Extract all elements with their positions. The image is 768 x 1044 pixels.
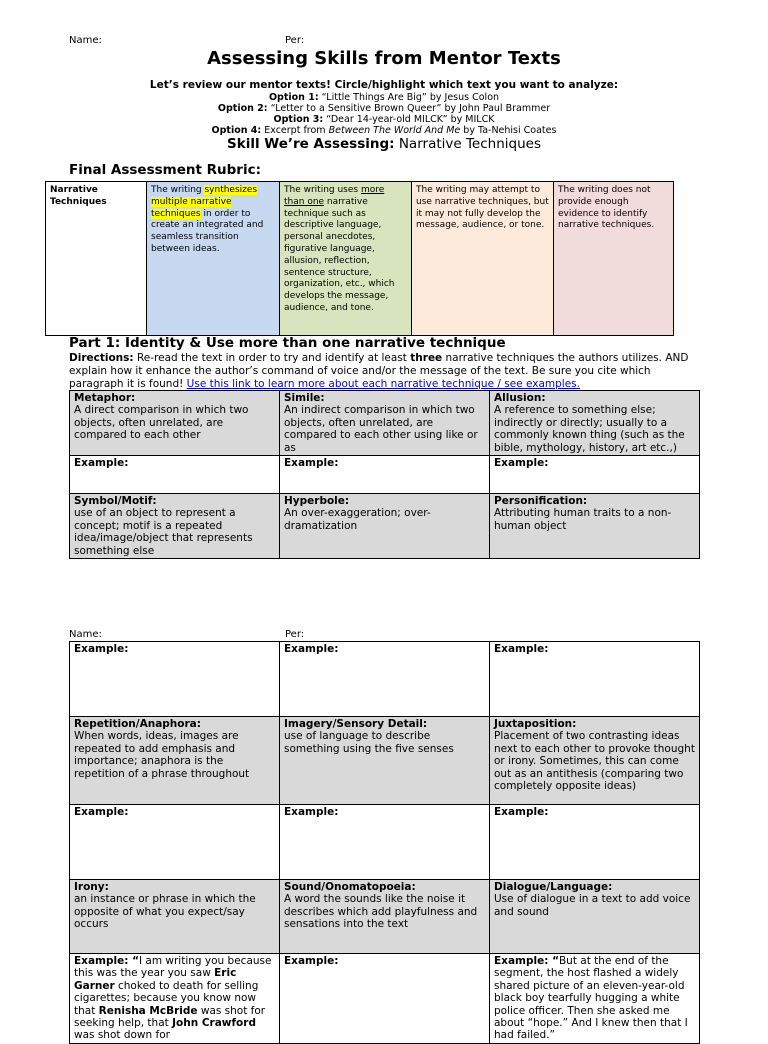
period-label: Per: bbox=[285, 35, 305, 46]
rubric-level-4: The writing synthesizes multiple narrative techniques in order to create an integrated and seamless transition between ideas. bbox=[147, 182, 280, 336]
example-cell[interactable]: Example: bbox=[70, 456, 280, 494]
techniques-table-2 bbox=[69, 641, 700, 1044]
example-cell[interactable]: Example: bbox=[280, 805, 490, 880]
intro-text: Let’s review our mentor texts! Circle/highlight which text you want to analyze: bbox=[149, 79, 619, 91]
example-cell[interactable]: Example: bbox=[490, 642, 700, 717]
rubric-heading: Final Assessment Rubric: bbox=[69, 162, 261, 178]
term-cell-repetition: Repetition/Anaphora: When words, ideas, images are repeated to add emphasis and importance; anaphora is the repetition of a phrase throughout bbox=[70, 717, 280, 805]
techniques-link[interactable]: Use this link to learn more about each narrative technique / see examples. bbox=[186, 377, 580, 390]
option-3[interactable]: Option 3: “Dear 14-year-old MILCK” by MILCK bbox=[273, 114, 495, 125]
example-cell[interactable]: Example: bbox=[490, 805, 700, 880]
term-cell-symbol: Symbol/Motif: use of an object to represent a concept; motif is a repeated idea/image/object that represents something else bbox=[70, 494, 280, 559]
term-cell-dialogue: Dialogue/Language: Use of dialogue in a text to add voice and sound bbox=[490, 880, 700, 954]
example-cell-filled[interactable]: Example: “But at the end of the segment, the host flashed a widely shared picture of an eleven-year-old black boy tearfully hugging a white police officer. Then she asked me about “hope.” And I knew then that I had failed.” bbox=[490, 954, 700, 1044]
term-cell-irony: Irony: an instance or phrase in which the opposite of what you expect/say occurs bbox=[70, 880, 280, 954]
term-cell-sound: Sound/Onomatopoeia: A word the sounds like the noise it describes which add playfulness and sensations into the text bbox=[280, 880, 490, 954]
term-cell-personification: Personification: Attributing human traits to a non-human object bbox=[490, 494, 700, 559]
term-cell-hyperbole: Hyperbole: An over-exaggeration; over-dramatization bbox=[280, 494, 490, 559]
option-1[interactable]: Option 1: “Little Things Are Big” by Jesus Colon bbox=[268, 92, 500, 103]
page-title: Assessing Skills from Mentor Texts bbox=[207, 48, 561, 69]
option-4[interactable]: Option 4: Excerpt from Between The World And Me by Ta-Nehisi Coates bbox=[211, 125, 557, 136]
directions: Directions: Re-read the text in order to try and identify at least three narrative techniques the authors utilizes. AND explain how it enhance the author’s command of voice and/or the message of the text. Be sure you cite which paragraph it is found! Use this link to learn more about each narrative technique / see examples. bbox=[69, 352, 689, 390]
example-cell[interactable]: Example: bbox=[70, 642, 280, 717]
techniques-table-1 bbox=[69, 390, 700, 559]
rubric-level-2: The writing may attempt to use narrative techniques, but it may not fully develop the message, audience, or tone. bbox=[412, 182, 554, 336]
option-2[interactable]: Option 2: “Letter to a Sensitive Brown Queer” by John Paul Brammer bbox=[217, 103, 551, 114]
term-cell-allusion: Allusion: A reference to something else; indirectly or directly; usually to a commonly known thing (such as the bible, mythology, history, art etc.,) bbox=[490, 391, 700, 456]
skill-line: Skill We’re Assessing: Narrative Techniques bbox=[227, 136, 541, 152]
term-cell-imagery: Imagery/Sensory Detail: use of language to describe something using the five senses bbox=[280, 717, 490, 805]
term-cell-simile: Simile: An indirect comparison in which two objects, often unrelated, are compared to each other using like or as bbox=[280, 391, 490, 456]
example-cell[interactable]: Example: bbox=[70, 805, 280, 880]
name-label: Name: bbox=[69, 35, 102, 46]
rubric-level-1: The writing does not provide enough evidence to identify narrative techniques. bbox=[554, 182, 674, 336]
example-cell[interactable]: Example: bbox=[280, 642, 490, 717]
example-cell[interactable]: Example: bbox=[490, 456, 700, 494]
example-cell[interactable]: Example: bbox=[280, 954, 490, 1044]
rubric-level-3: The writing uses more than one narrative technique such as descriptive language, personal anecdotes, figurative language, allusion, reflection, sentence structure, organization, etc., which develops the message, audience, and tone. bbox=[280, 182, 412, 336]
example-cell-filled[interactable]: Example: “I am writing you because this was the year you saw Eric Garner choked to death for selling cigarettes; because you know now that Renisha McBride was shot for seeking help, that John Crawford was shot down for bbox=[70, 954, 280, 1044]
rubric-table bbox=[45, 181, 674, 336]
rubric-row-label: Narrative Techniques bbox=[46, 182, 147, 336]
part1-heading: Part 1: Identity & Use more than one narrative technique bbox=[69, 335, 506, 351]
term-cell-metaphor: Metaphor: A direct comparison in which two objects, often unrelated, are compared to each other bbox=[70, 391, 280, 456]
period-label-page2: Per: bbox=[285, 629, 305, 640]
example-cell[interactable]: Example: bbox=[280, 456, 490, 494]
name-label-page2: Name: bbox=[69, 629, 102, 640]
term-cell-juxtaposition: Juxtaposition: Placement of two contrasting ideas next to each other to provoke thought or irony. Sometimes, this can come out as an antithesis (comparing two completely opposite ideas) bbox=[490, 717, 700, 805]
